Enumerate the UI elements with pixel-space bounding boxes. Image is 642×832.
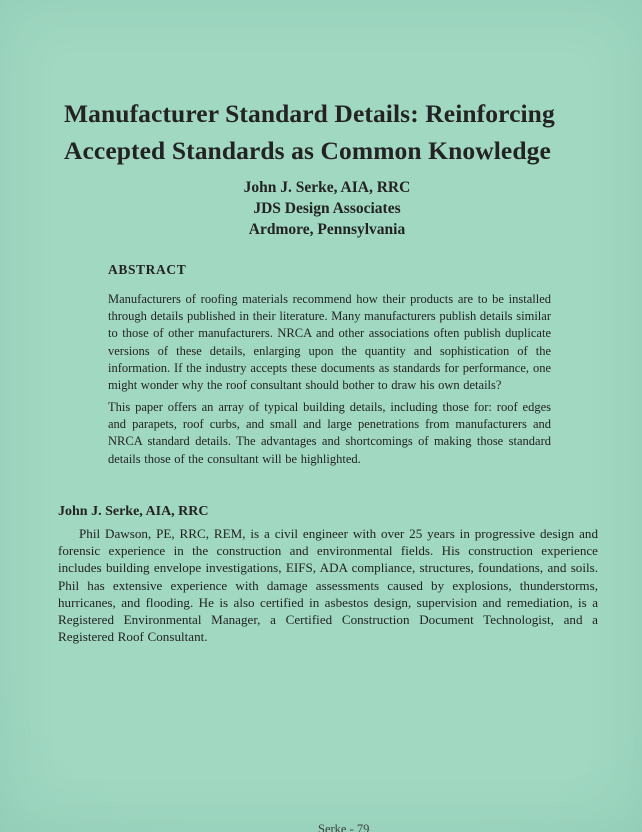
author-affiliation: JDS Design Associates — [253, 200, 401, 217]
abstract-paragraph-1: Manufacturers of roofing materials recommend how their products are to be installed through details published in their literature. Many manufacturers publish details similar to those of other manufacturers. NRCA and other associations often publish duplicate versions of these details, enlarging upon the quantity and sophistication of the information. If the industry accepts these documents as standards for performance, one might wonder why the roof consultant should bother to draw his own details? — [108, 292, 551, 393]
bio-heading: John J. Serke, AIA, RRC — [58, 504, 209, 519]
abstract-paragraph-2: This paper offers an array of typical building details, including those for: roof edges and parapets, roof curbs, and small and large penetrations from manufacturers and NRCA standard details. The advantages and shortcomings of making those standard details those of the consultant will be highlighted. — [108, 400, 551, 466]
author-block — [77, 177, 577, 240]
paper-title — [64, 95, 555, 169]
paper-title-line-2: Accepted Standards as Common Knowledge — [64, 136, 551, 165]
author-name: John J. Serke, AIA, RRC — [243, 179, 411, 196]
abstract-heading: ABSTRACT — [108, 262, 187, 277]
author-location: Ardmore, Pennsylvania — [248, 221, 406, 238]
paper-title-line-1: Manufacturer Standard Details: Reinforcing — [64, 99, 555, 128]
bio-paragraph: Phil Dawson, PE, RRC, REM, is a civil engineer with over 25 years in progressive design and forensic experience in the construction and environmental fields. His construction experience includes building envelope investigations, EIFS, ADA compliance, structures, foundations, and soils. Phil has extensive experience with damage assessments caused by explosions, thunderstorms, hurricanes, and flooding. He is also certified in asbestos design, supervision and remediation, is a Registered Environmental Manager, a Certified Construction Document Technologist, and a Registered Roof Consultant. — [58, 526, 598, 645]
footer-page-label: Serke - 79 — [318, 822, 370, 832]
